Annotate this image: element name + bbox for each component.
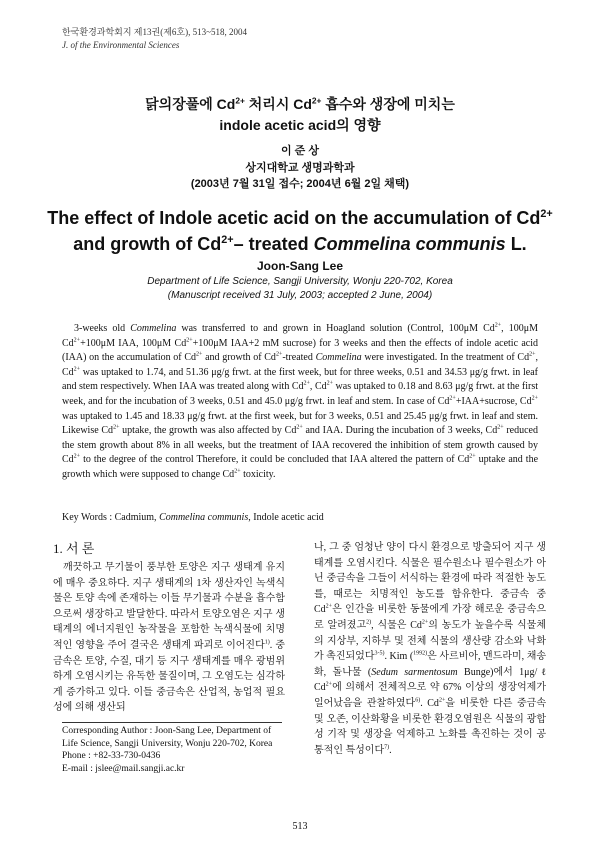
korean-title-line2: indole acetic acid의 영향	[219, 117, 381, 133]
korean-author: 이 준 상	[281, 145, 319, 157]
english-title-line1: The effect of Indole acetic acid on the accumulation of $Cd^{2+}$	[47, 208, 553, 228]
journal-header	[62, 26, 247, 52]
abstract: 3-weeks old Commelina was transferred to and grown in Hoagland solution (Control, 100μM $Cd^{2+}$, 100μM $Cd^{2+}+100\mu M$ IAA, 100μM $Cd^{2+}+100\mu M$ IAA+2 mM sucrose) for 3 weeks and then the effects of indole acetic acid (IAA) on the accumulation of $Cd^{2+}$ and growth of $Cd^{2+}$-treated Commelina were investigated. In the treatment of $Cd^{2+}$, $Cd^{2+}$ was uptaked to 1.74, and 51.36 μg/g frwt. at the first week, but for three weeks, 0.51 and 34.53 μg/g frwt. in leaf and stem respectively. When IAA was treated along with $Cd^{2+}$, $Cd^{2+}$ was uptaked to 0.18 and 8.63 μg/g frwt. at the first week, and for the incubation of 3 weeks, 0.51 and 45.0 μg/g frwt. in leaf and stem. In case of $Cd^{2+}+IAA+sucrose$, $Cd^{2+}$ was uptaked to 1.45 and 18.33 μg/g frwt. at the first week, but for 3 weeks, 0.51 and 25.45 μg/g frwt. in leaf and stem. Likewise $Cd^{2+}$ uptake, the growth was also affected by $Cd^{2+}$ and IAA. During the incubation of 3 weeks, $Cd^{2+}$ reduced the stem growth about 8% in all weeks, but the treatment of IAA recovered the inhibition of stem growth caused by $Cd^{2+}$ to the degree of the control Therefore, it could be concluded that IAA altered the pattern of $Cd^{2+}$ uptake and the growth which were supposed to change $Cd^{2+}$ toxicity.	[62, 322, 539, 480]
footnote-author: Corresponding Author : Joon-Sang Lee, Department of Life Science, Sangji University, Wonju 220-702, Korea	[62, 726, 273, 749]
page-number: 513	[292, 821, 308, 832]
footnote-phone: Phone : +82-33-730-0436	[62, 751, 161, 761]
korean-title	[0, 94, 600, 136]
section-heading: 1. 서 론	[53, 541, 95, 556]
intro-paragraph-left: 깨끗하고 무기물이 풍부한 토양은 지구 생태계 유지에 매우 중요하다. 지구 생태계의 1차 생산자인 녹색식물은 토양 속에 존재하는 이들 무기물과 수분을 흡수함으로써 생장하고 발달한다. 따라서 토양오염은 지구 생태계의 에너지원인 농작물을 포함한 녹색식물에 치명적인 영향을 주어 결국은 생태계 파괴로 이어진다$^{1)}$. 중금속은 토양, 수질, 대기 등 지구 생태계를 매우 광범위하게 오염시키는 유독한 물질이며, 그 오염도는 심각하게 증가하고 있다. 이들 중금속은 산업적, 농업적 필요성에 의해 생산되	[53, 562, 285, 714]
korean-title-line1: 닭의장풀에 $Cd^{2+}$ 처리시 $Cd^{2+}$ 흡수와 생장에 미치는	[145, 95, 455, 112]
english-title	[0, 205, 600, 257]
manuscript-dates: (Manuscript received 31 July, 2003; accepted 2 June, 2004)	[167, 290, 433, 301]
left-column	[53, 540, 285, 716]
corresponding-author-footnote	[62, 722, 282, 775]
korean-affiliation: 상지대학교 생명과학과	[245, 162, 355, 174]
korean-received-date: (2003년 7월 31일 접수; 2004년 6월 2일 채택)	[190, 178, 410, 190]
journal-name-korean: 한국환경과학회지 제13권(제6호), 513~518, 2004	[62, 27, 247, 37]
right-column	[314, 540, 546, 758]
journal-name-english: J. of the Environmental Sciences	[62, 40, 180, 50]
intro-paragraph-right: 나, 그 중 엄청난 양이 다시 환경으로 방출되어 지구 생태계를 오염시킨다. 식물은 필수원소나 필수원소가 아닌 중금속을 그들이 서식하는 환경에 따라 적절한 농도를, 때로는 치명적인 농도를 함유한다. 중금속 중 $Cd^{2+}$은 인간을 비롯한 동물에게 가장 해로운 중금속으로 알려졌고$^{2)}$, 식물은 $Cd^{2+}$의 농도가 높을수록 식물체의 지상부, 지하부 및 전체 식물의 생산량 감소와 낙화가 촉진되었다$^{3-5)}$. Kim ($^{1992)}$은 사르비아, 맨드라미, 채송화, 돌나물 (Sedum sarmentosum Bunge)에서 1μg/ℓ $Cd^{2+}$에 의해서 전체적으로 약 67% 이상의 생장억제가 일어났음을 관찰하였다$^{6)}$. $Cd^{2+}$을 비롯한 다른 중금속 및 오존, 이산화황을 비롯한 환경오염원은 식물의 광합성 기작 및 생장을 억제하고 노화를 촉진하는 것이 공통적인 특성이다$^{7)}$.	[314, 542, 547, 756]
english-affiliation: Department of Life Science, Sangji University, Wonju 220-702, Korea	[147, 276, 453, 287]
english-title-line2: and growth of $Cd^{2+}-$ treated Commelina communis L.	[73, 234, 527, 254]
english-author: Joon-Sang Lee	[256, 259, 343, 273]
footnote-email[interactable]: E-mail : jslee@mail.sangji.ac.kr	[62, 763, 185, 774]
keywords: Key Words : Cadmium, Commelina communis, Indole acetic acid	[62, 512, 324, 523]
